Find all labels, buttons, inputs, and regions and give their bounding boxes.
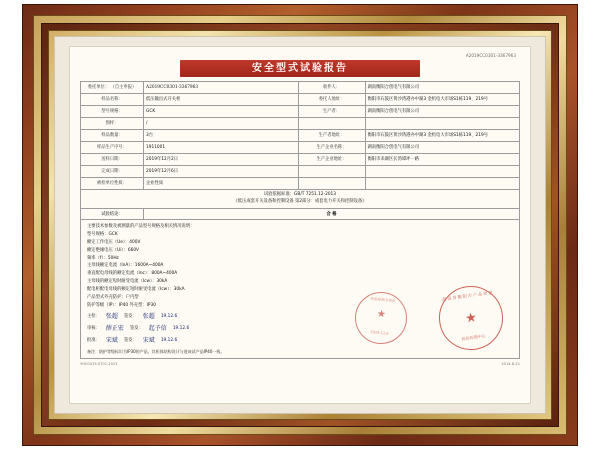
conclusion-value: 合 格 (326, 211, 337, 217)
seal-star-icon: ★ (464, 310, 478, 327)
field-value: 1911001 (144, 142, 299, 154)
field-value-2: 衡阳市耒湖区长湾谭坪一路 (365, 154, 520, 166)
table-row (81, 130, 520, 142)
info-table (80, 81, 520, 190)
signature-label: 主检： (87, 313, 100, 319)
field-label-2: 生产企业名称： (298, 142, 365, 154)
field-label-2: 生产者地址： (298, 130, 365, 142)
seal-bottom-text: 检验检测中心 (461, 333, 486, 342)
field-value: / (144, 118, 299, 130)
field-label-2: 委托人地址： (298, 94, 365, 106)
signature-name-2: 张超 (142, 313, 155, 321)
document-number-top: A2019CC0301-3367963 (465, 53, 516, 58)
body-line: 额定绝缘电压（Ui）：660V (87, 247, 140, 253)
signature-name: 宋斌 (105, 337, 118, 345)
field-value-2 (365, 118, 520, 130)
field-value: GCK (144, 106, 299, 118)
certificate-paper (69, 46, 531, 404)
body-block (80, 220, 520, 360)
field-value: 企业性质 (144, 178, 299, 190)
field-value-2: 湖南衡阳合创电气有限公司 (365, 82, 520, 94)
field-value-2: 衡阳市石鼓区黄沙湾港办中湖3 金机电大市场S1栋119、219号 (365, 94, 520, 106)
signature-label: 批准： (87, 337, 100, 343)
field-label: 样品数量： (81, 130, 144, 142)
footer-right-date: 2014-8-21 (501, 362, 520, 367)
body-line: 垂直配电母线的额定电流（Inc）：800A~400A (87, 271, 178, 277)
field-label-2: 生产企业地址： (298, 154, 365, 166)
body-line: 型号规格：GCK (87, 231, 118, 237)
seal-star-icon: ★ (376, 308, 387, 321)
signature-date: 19.12.6 (160, 337, 178, 343)
field-label-2 (298, 118, 365, 130)
body-line: 配电柜配电母线的额定短时耐受电流（Icw）：30kA (87, 287, 185, 293)
field-label: 型号规格： (81, 106, 144, 118)
signature-name-2: 起予信 (148, 325, 167, 333)
signature-name-2: 宋斌 (142, 337, 155, 345)
signature-label-2: 签发： (123, 313, 137, 319)
signature-label: 审核： (87, 325, 100, 331)
field-label-2 (298, 178, 365, 190)
footer-left-code: YHC0419-0701-2013 (80, 362, 118, 367)
body-heading: 主要技术参数及被测量的产品型号规格及相关情况说明： (87, 223, 195, 229)
body-line: 主母线额定电流（InA）：1600A~400A (87, 263, 164, 269)
field-value: 2019年12月2日 (144, 154, 299, 166)
field-value-2: 衡阳市石鼓区黄沙湾港办中湖3 金机电大市场S1栋119、219号 (365, 130, 520, 142)
field-value-2: 湖南衡阳合创电气有限公司 (365, 106, 520, 118)
field-label: 完成日期： (81, 166, 144, 178)
table-row (81, 178, 520, 190)
body-line: 频率（f）：50Hz (87, 255, 119, 261)
footnote: 备注：防护等级标识为IP30的产品，其柜体结构设计与进该试产品IP40一致。 (87, 349, 225, 355)
field-label: 样品名称： (81, 94, 144, 106)
body-line: 主母线的额定短时耐受电流（Icw）：30kA (87, 279, 168, 285)
field-label-2: 生产者： (298, 106, 365, 118)
frame-gold-outer (33, 15, 567, 435)
body-line: 产品型式外壳防护：户内型 (87, 295, 139, 301)
field-label: 样品生产序号： (81, 142, 144, 154)
frame-mat (54, 36, 546, 414)
field-value: 2019年12月6日 (144, 166, 299, 178)
field-value: A2019CC0301-3367963 (144, 82, 299, 94)
document-title-band (180, 60, 420, 77)
frame-gold-inner (48, 30, 552, 420)
signature-name: 薛正宏 (105, 325, 124, 333)
frame-wood-inner (41, 23, 559, 427)
field-value-2 (365, 166, 520, 178)
footer-line (80, 362, 520, 366)
conclusion-row (80, 209, 520, 220)
signature-name: 张超 (105, 313, 118, 321)
signature-label-2: 签发： (129, 325, 143, 331)
table-row (81, 166, 520, 178)
body-line: 额定工作电压（Ue）：400V (87, 239, 141, 245)
field-label-2: 收件人： (298, 82, 365, 94)
field-value: 低压输出式开关柜 (144, 94, 299, 106)
standard-title: 试验依据标准：GB/T 7251.12-2013 (263, 192, 337, 197)
field-value-2 (365, 178, 520, 190)
field-label: 图样： (81, 118, 144, 130)
field-label-2 (298, 166, 365, 178)
document-title: 安全型式试验报告 (252, 62, 348, 74)
table-row (81, 142, 520, 154)
field-label: 送样日期： (81, 154, 144, 166)
standard-block (80, 190, 520, 209)
field-value-2: 湖南衡阳合创电气有限公司 (365, 142, 520, 154)
conclusion-label: 试验结论： (81, 209, 144, 219)
table-row (81, 154, 520, 166)
table-row (81, 118, 520, 130)
table-row (81, 94, 520, 106)
frame-outer-wood (22, 4, 578, 446)
seal-bottom-text: 2019.12.6 (370, 330, 389, 337)
field-label: 委托单位： （自主申报） (81, 82, 144, 94)
table-row (81, 82, 520, 94)
field-label: 被检单位性质： (81, 178, 144, 190)
field-value: 3台 (144, 130, 299, 142)
info-table-wrapper (80, 81, 520, 190)
standard-line: 《低压成套开关设备和控制设备 第2部分：成套电力开关和控制设备》 (233, 198, 367, 204)
table-row (81, 106, 520, 118)
signature-date: 19.12.6 (160, 313, 178, 319)
signature-date: 19.12.6 (172, 325, 190, 331)
seal-top-text: 湖南省衡阳市产品质量 (441, 289, 494, 303)
seal-top-text: 检验检测专用章 (370, 297, 396, 304)
body-line: 防护等级（IP）：IP40 外壳型：IP30 (87, 303, 156, 309)
signature-label-2: 签发： (123, 337, 137, 343)
